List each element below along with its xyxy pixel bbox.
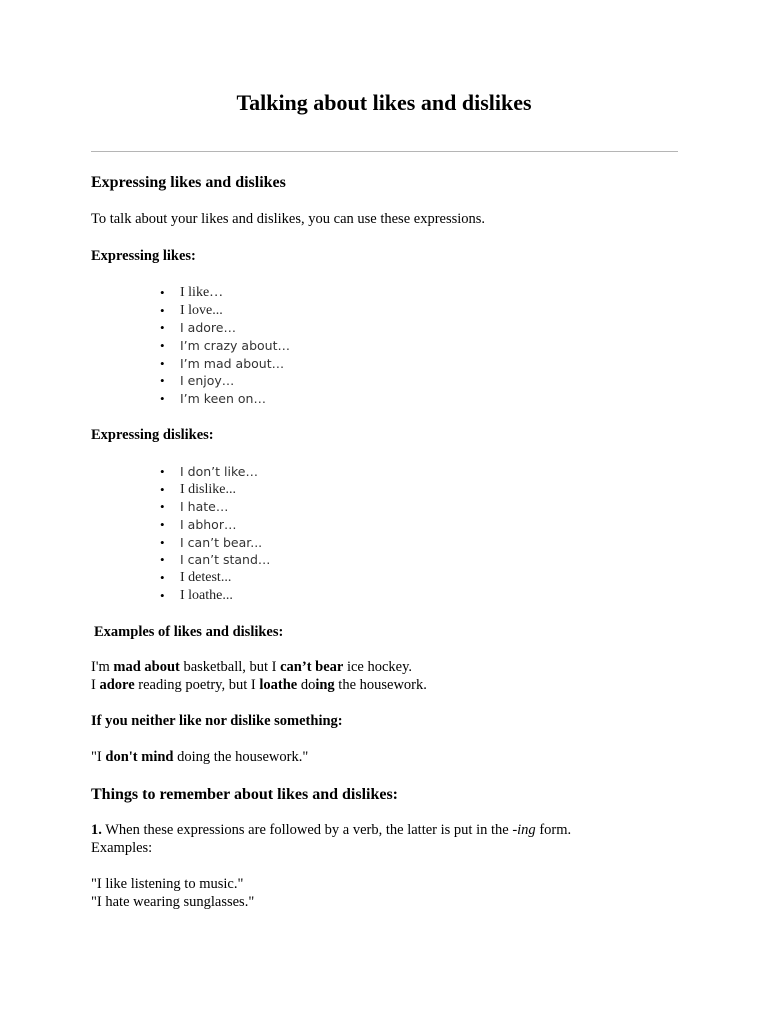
horizontal-divider [91,151,678,152]
text-run: When these expressions are followed by a verb, the latter is put in the - [101,822,518,838]
list-item [160,569,270,587]
bold-run: can’t bear [280,659,344,675]
list-item [160,355,290,373]
list-item [160,302,290,320]
italic-run: ing [517,822,536,838]
list-item-text: I abhor… [180,517,237,533]
list-item [160,284,290,302]
text-run: I'm [91,659,114,675]
list-item [160,481,270,499]
text-run: do [297,677,316,693]
list-item-text: I hate… [180,499,229,515]
likes-list [160,284,290,408]
list-item [160,319,290,337]
list-item [160,534,270,552]
text-run: I [91,677,100,693]
text-run: reading poetry, but I [134,677,260,693]
list-item-text: I like… [180,285,224,300]
list-item-text: I loathe... [180,587,233,603]
section-heading-remember: Things to remember about likes and dislikes: [91,786,399,803]
bold-run: ing [315,677,335,693]
likes-heading: Expressing likes: [91,248,196,264]
dislikes-heading: Expressing dislikes: [91,427,214,443]
bold-run: adore [99,677,135,693]
example-line-2 [91,677,427,694]
dislikes-list [160,463,270,605]
point-number: 1. [91,822,102,838]
remember-example-1: "I like listening to music." [91,876,244,892]
list-item-text: I can’t bear... [180,534,263,550]
text-run: basketball, but I [179,659,281,675]
section-heading-expressing: Expressing likes and dislikes [91,174,286,191]
text-run: doing the housework." [173,749,309,765]
list-item-text: I adore… [180,320,236,336]
remember-point-1 [91,822,571,839]
list-item [160,551,270,569]
list-item [160,498,270,516]
list-item [160,337,290,355]
list-item [160,390,290,408]
list-item [160,463,270,481]
list-item-text: I’m keen on… [180,391,266,407]
list-item [160,516,270,534]
examples-label: Examples: [91,840,153,856]
text-run: ice hockey. [343,659,413,675]
bold-run: don't mind [105,749,174,765]
list-item [160,372,290,390]
list-item-text: I detest... [180,570,232,586]
bold-run: mad about [113,659,180,675]
examples-heading: Examples of likes and dislikes: [94,624,284,640]
bold-run: loathe [259,677,298,693]
text-run: the housework. [334,677,427,693]
intro-paragraph: To talk about your likes and dislikes, you can use these expressions. [91,211,486,227]
list-item-text: I’m mad about… [180,355,285,371]
remember-example-2: "I hate wearing sunglasses." [91,894,255,910]
page-title: Talking about likes and dislikes [236,90,532,115]
neither-heading: If you neither like nor dislike something: [91,713,343,729]
list-item-text: I can’t stand… [180,552,271,568]
list-item [160,587,270,605]
example-line-1 [91,659,412,676]
text-run: "I [91,749,106,765]
list-item-text: I dislike... [180,481,236,497]
list-item-text: I’m crazy about… [180,338,290,354]
neither-quote [91,749,308,766]
list-item-text: I enjoy… [180,373,235,389]
text-run: form. [535,822,572,838]
list-item-text: I don’t like… [180,464,258,479]
list-item-text: I love... [180,302,223,318]
